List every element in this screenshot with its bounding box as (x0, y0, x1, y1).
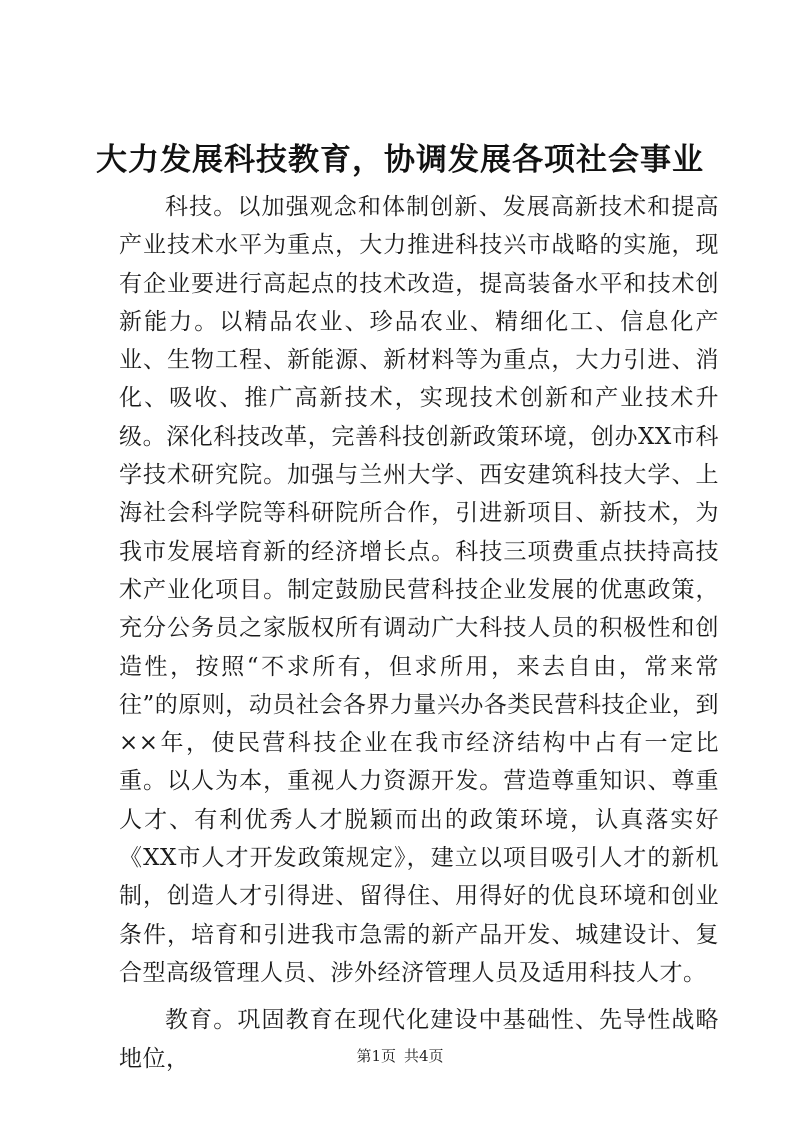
page-number: 第1页 (356, 1047, 396, 1065)
paragraph-science-technology: 科技。以加强观念和体制创新、发展高新技术和提高产业技术水平为重点，大力推进科技兴市战略的实施，现有企业要进行高起点的技术改造，提高装备水平和技术创新能力。以精品农业、珍品农业、精细化工、信息化产业、生物工程、新能源、新材料等为重点，大力引进、消化、吸收、推广高新技术，实现技术创新和产业技术升级。深化科技改革，完善科技创新政策环境，创办XX市科学技术研究院。加强与兰州大学、西安建筑科技大学、上海社会科学院等科研院所合作，引进新项目、新技术，为我市发展培育新的经济增长点。科技三项费重点扶持高技术产业化项目。制定鼓励民营科技企业发展的优惠政策，充分公务员之家版权所有调动广大科技人员的积极性和创造性，按照“不求所有，但求所用，来去自由，常来常往”的原则，动员社会各界力量兴办各类民营科技企业，到××年，使民营科技企业在我市经济结构中占有一定比重。以人为本，重视人力资源开发。营造尊重知识、尊重人才、有利优秀人才脱颖而出的政策环境，认真落实好《XX市人才开发政策规定》，建立以项目吸引人才的新机制，创造人才引得进、留得住、用得好的优良环境和创业条件，培育和引进我市急需的新产品开发、城建设计、复合型高级管理人员、涉外经济管理人员及适用科技人才。 (119, 194, 719, 986)
document-body (119, 188, 719, 1078)
paragraph-education: 教育。巩固教育在现代化建设中基础性、先导性战略地位， (119, 1007, 719, 1072)
document-title: 大力发展科技教育，协调发展各项社会事业 (96, 142, 704, 178)
page-footer (0, 1046, 800, 1066)
page-total: 共4页 (404, 1047, 444, 1065)
